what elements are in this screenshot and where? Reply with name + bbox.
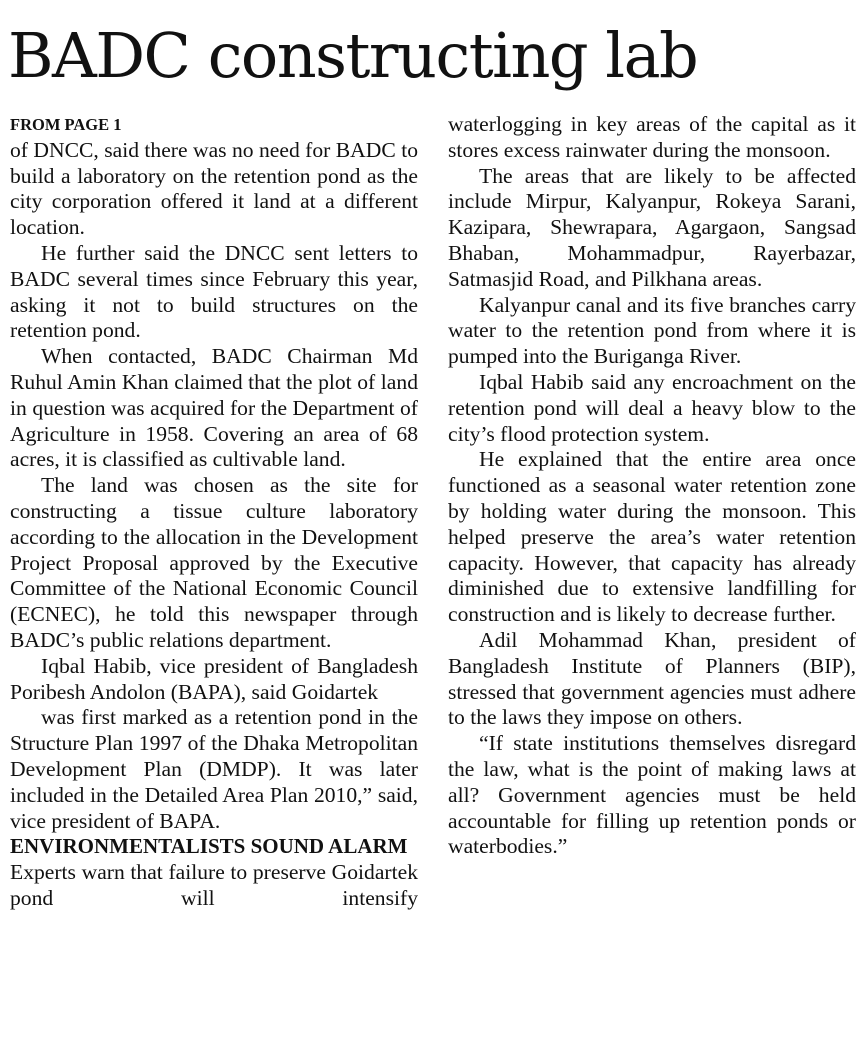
- paragraph: was first marked as a retention pond in the Structure Plan 1997 of the Dhaka Metropolitan Development Plan (DMDP). It was later included in the Detailed Area Plan 2010,” said, vice president of BAPA.: [10, 705, 418, 833]
- paragraph: When contacted, BADC Chairman Md Ruhul Amin Khan claimed that the plot of land in question was acquired for the Department of Agriculture in 1958. Covering an area of 68 acres, it is classified as cultivable land.: [10, 344, 418, 472]
- left-column: [10, 112, 418, 912]
- paragraph: Adil Mohammad Khan, president of Bangladesh Institute of Planners (BIP), stressed that government agencies must adhere to the laws they impose on others.: [448, 627, 856, 730]
- paragraph: Iqbal Habib, vice president of Bangladesh Poribesh Andolon (BAPA), said Goidartek: [10, 653, 418, 704]
- paragraph: Experts warn that failure to preserve Goidartek pond will intensify: [10, 860, 418, 910]
- paragraph: Iqbal Habib said any encroachment on the retention pond will deal a heavy blow to the city’s flood protection system.: [448, 369, 856, 446]
- headline: BADC constructing lab: [8, 19, 698, 92]
- paragraph: Kalyanpur canal and its five branches carry water to the retention pond from where it is pumped into the Buriganga River.: [448, 292, 856, 369]
- kicker-from-page: FROM PAGE 1: [10, 115, 122, 134]
- paragraph: He further said the DNCC sent letters to BADC several times since February this year, asking it not to build structures on the retention pond.: [10, 240, 418, 343]
- paragraph: The land was chosen as the site for constructing a tissue culture laboratory according to the allocation in the Development Project Proposal approved by the Executive Committee of the National Economic Council (ECNEC), he told this newspaper through BADC’s public relations department.: [10, 473, 418, 652]
- paragraph: The areas that are likely to be affected include Mirpur, Kalyanpur, Rokeya Sarani, Kazipara, Shewrapara, Agargaon, Sangsad Bhaban, Mohammadpur, Rayerbazar, Satmasjid Road, and Pilkhana areas.: [448, 163, 856, 291]
- subheading: ENVIRONMENTALISTS SOUND ALARM: [10, 834, 408, 859]
- right-column: [448, 112, 856, 860]
- paragraph: of DNCC, said there was no need for BADC to build a laboratory on the retention pond as the city corporation offered it land at a different location.: [10, 137, 418, 240]
- paragraph: waterlogging in key areas of the capital as it stores excess rainwater during the monsoon.: [448, 112, 856, 162]
- paragraph: He explained that the entire area once functioned as a seasonal water retention zone by holding water during the monsoon. This helped preserve the area’s water retention capacity. However, that capacity has already diminished due to extensive landfilling for construction and is likely to decrease further.: [448, 447, 856, 627]
- paragraph: “If state institutions themselves disregard the law, what is the point of making laws at all? Government agencies must be held accountable for filling up retention ponds or waterbodies.”: [448, 731, 856, 859]
